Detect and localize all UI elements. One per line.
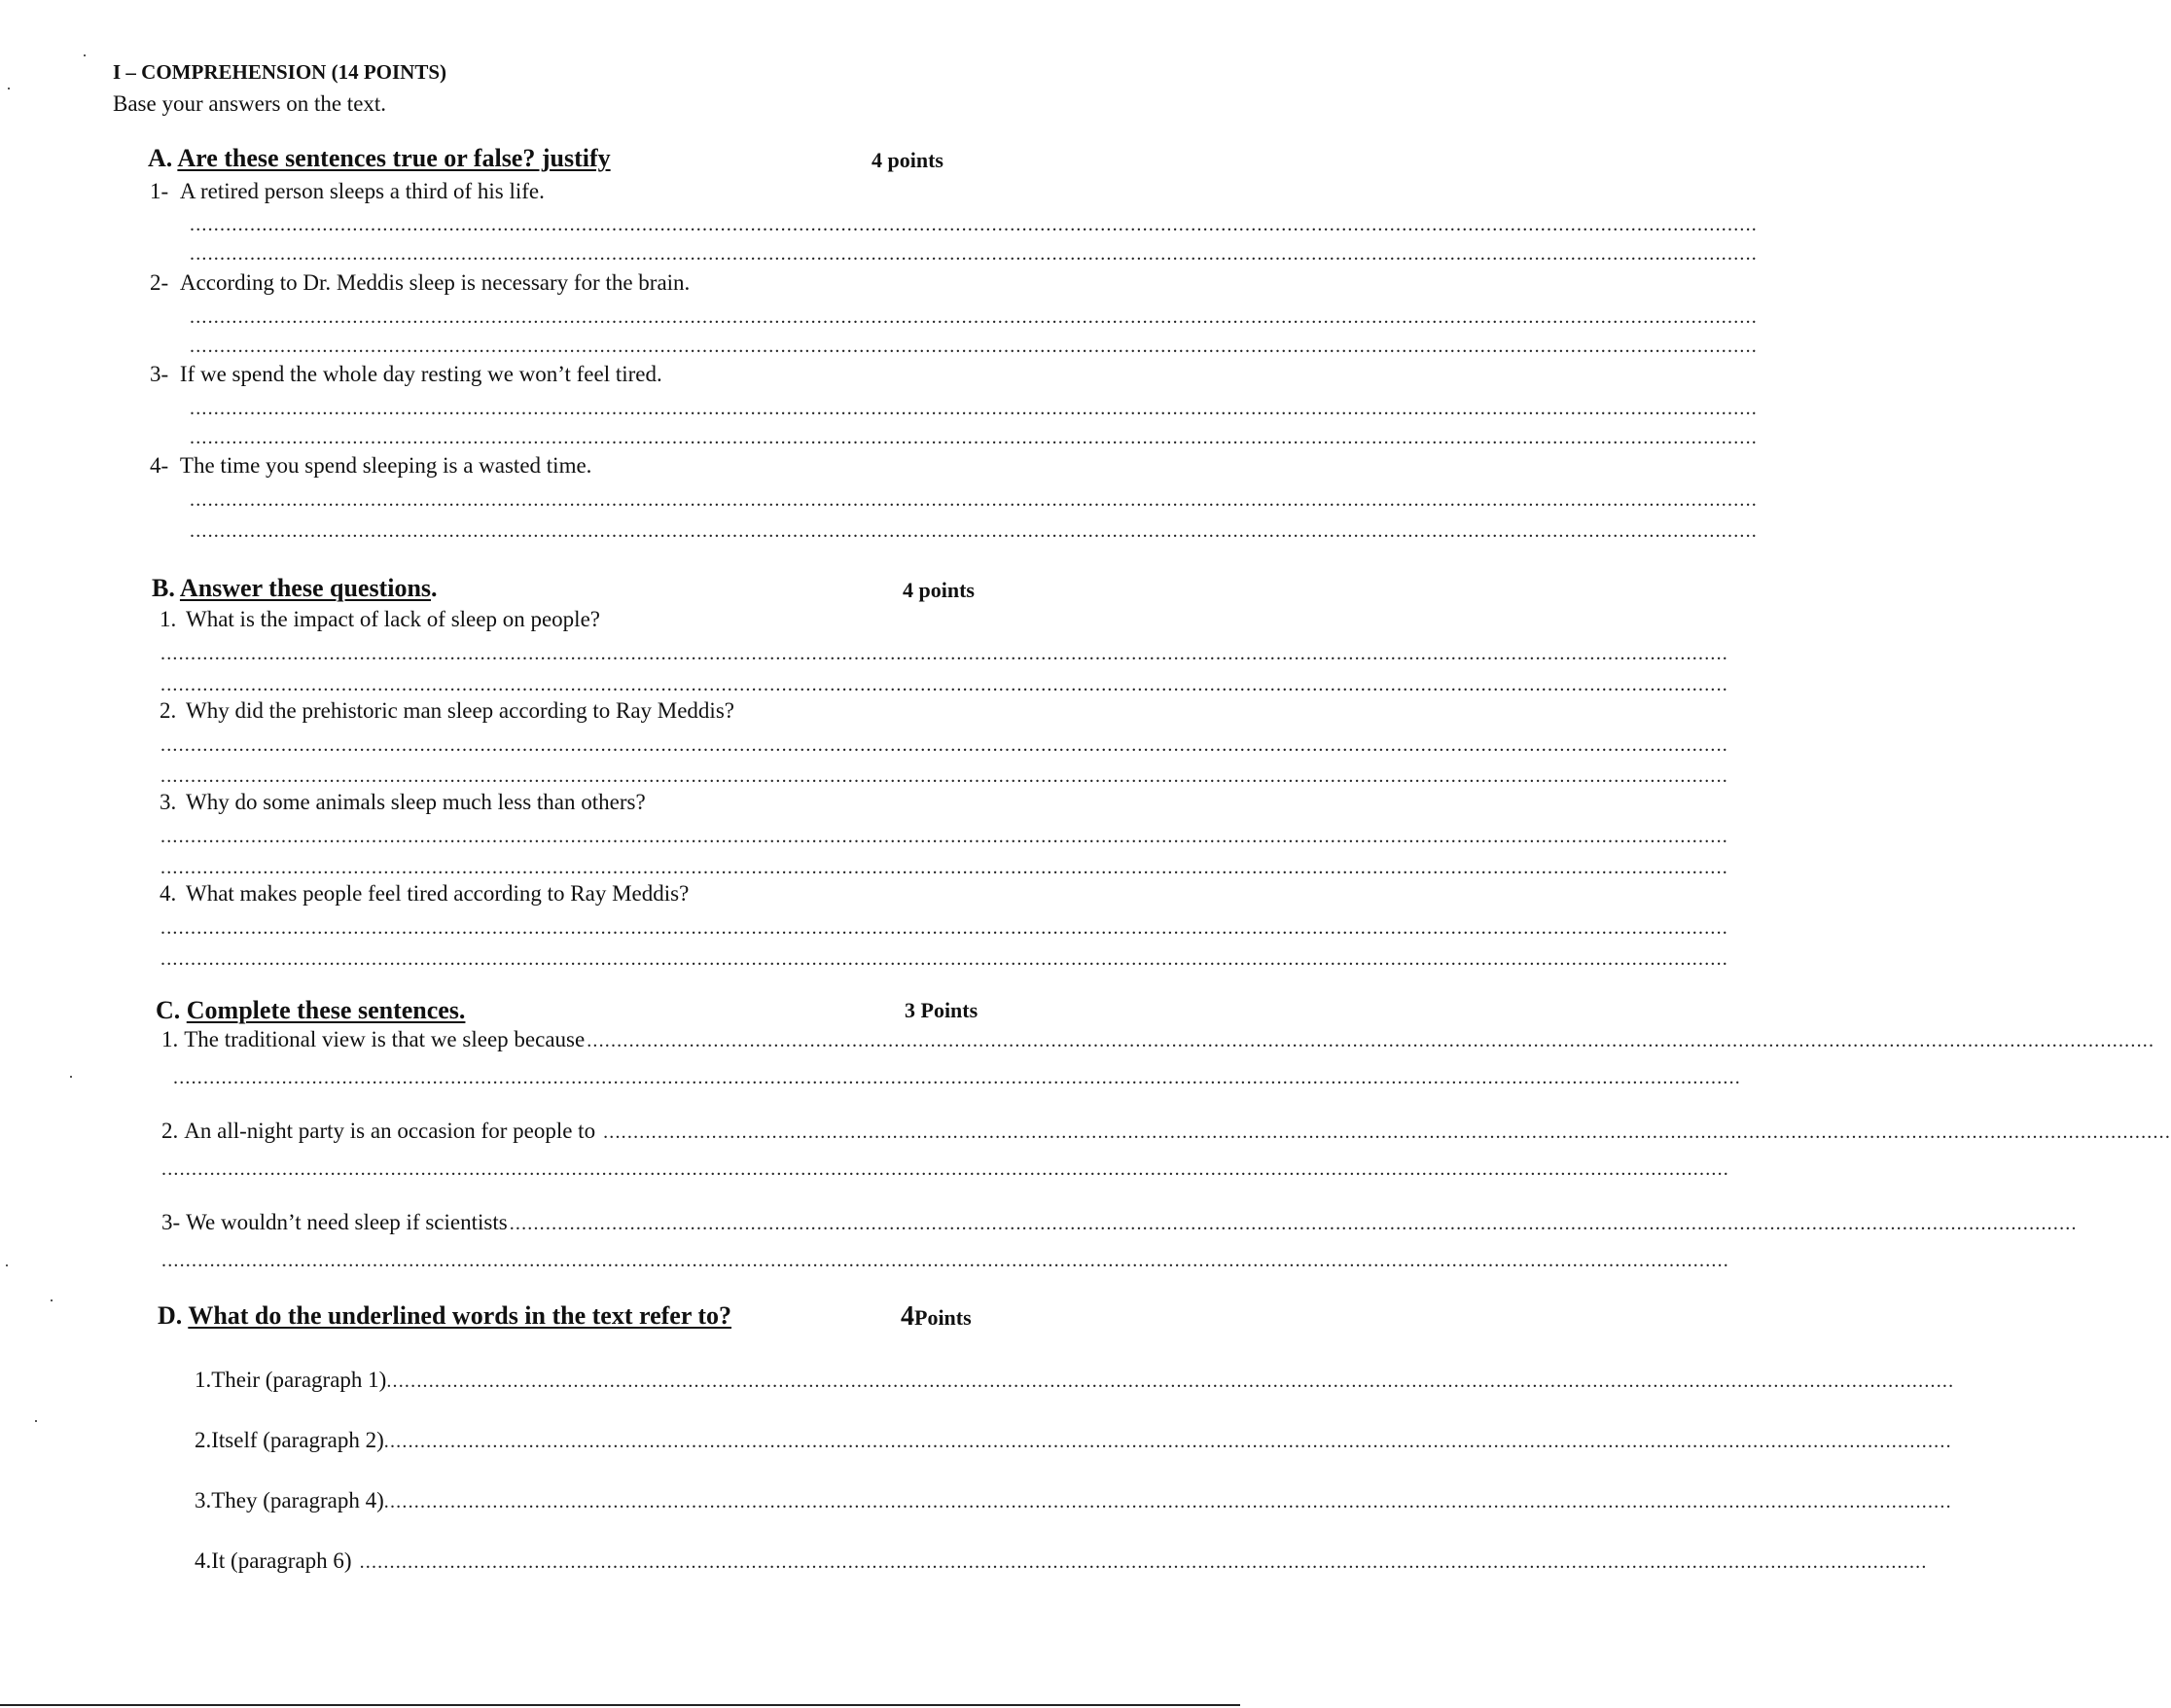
question-item [150, 362, 662, 387]
section-a-points: 4 points [872, 148, 943, 172]
scan-speck [51, 1299, 53, 1301]
reference-text: Itself (paragraph 2) [211, 1428, 384, 1452]
scan-speck [6, 1264, 8, 1266]
answer-line[interactable]: .................................................................................................................................................................................................................................................................... [190, 427, 1758, 448]
question-number: 2- [150, 270, 169, 295]
question-text: What makes people feel tired according to Ray Meddis? [186, 881, 690, 906]
question-item [160, 698, 734, 724]
section-a-heading [148, 144, 611, 173]
reference-text: Their (paragraph 1) [211, 1368, 387, 1392]
answer-line[interactable]: .................................................................................................................................................................................................................................................................... [160, 917, 1728, 939]
answer-line[interactable]: .................................................................................................................................................................................................................................................................... [190, 306, 1758, 328]
question-number: 1. [160, 607, 177, 631]
answer-line[interactable]: .................................................................................................................................................................................................................................................................... [190, 489, 1758, 511]
section-b-title: Answer these questions [179, 574, 432, 602]
reference-text: They (paragraph 4) [211, 1488, 384, 1512]
answer-line[interactable]: .................................................................................................................................................................................................................................................................... [160, 674, 1728, 695]
question-text: According to Dr. Meddis sleep is necessary for the brain. [179, 270, 691, 295]
completion-line[interactable]: .................................................................................................................................................................................................................................................................... [509, 1213, 2078, 1234]
page-bottom-rule [0, 1704, 1240, 1706]
question-item [150, 270, 690, 296]
answer-line[interactable]: .................................................................................................................................................................................................................................................................... [190, 398, 1758, 419]
sentence-number: 1. [161, 1027, 179, 1051]
question-item [150, 453, 591, 479]
section-a-letter: A. [148, 144, 173, 172]
section-d-letter: D. [158, 1301, 183, 1330]
section-c-letter: C. [156, 996, 181, 1024]
sentence-item [161, 1119, 2171, 1144]
answer-line[interactable]: .................................................................................................................................................................................................................................................................... [160, 826, 1728, 847]
reference-number: 2. [195, 1428, 212, 1452]
answer-line[interactable]: .................................................................................................................................................................................................................................................................... [160, 857, 1728, 878]
reference-item [195, 1548, 1928, 1574]
question-number: 4. [160, 881, 177, 906]
completion-line[interactable]: .................................................................................................................................................................................................................................................................... [603, 1121, 2171, 1143]
sentence-item [161, 1027, 2155, 1052]
scan-speck [70, 1076, 72, 1078]
question-text: The time you spend sleeping is a wasted time. [179, 453, 592, 478]
answer-line[interactable]: .................................................................................................................................................................................................................................................................... [160, 734, 1728, 756]
section-b-heading [152, 574, 438, 603]
question-item [160, 881, 689, 907]
reference-number: 1. [195, 1368, 212, 1392]
reference-item [195, 1428, 1952, 1453]
section-title: I – COMPREHENSION (14 POINTS) [113, 60, 447, 84]
sentence-text: We wouldn’t need sleep if scientists [186, 1210, 508, 1234]
section-a-title: Are these sentences true or false? justify [177, 144, 611, 172]
section-d-title: What do the underlined words in the text refer to? [188, 1301, 732, 1330]
question-text: Why did the prehistoric man sleep according to Ray Meddis? [186, 698, 734, 723]
answer-line[interactable]: .................................................................................................................................................................................................................................................................... [190, 214, 1758, 235]
answer-line[interactable]: .................................................................................................................................................................................................................................................................... [160, 765, 1728, 787]
section-d-points-number: 4 [901, 1301, 914, 1332]
section-b-letter: B. [152, 574, 175, 602]
scan-speck [35, 1420, 37, 1422]
sentence-text: The traditional view is that we sleep because [184, 1027, 586, 1051]
sentence-item [161, 1210, 2078, 1235]
sentence-text: An all-night party is an occasion for people to [184, 1119, 596, 1143]
reference-number: 4. [195, 1548, 212, 1573]
reference-item [195, 1368, 1955, 1393]
answer-line[interactable]: .................................................................................................................................................................................................................................................................... [190, 520, 1758, 542]
reference-answer-line[interactable]: .................................................................................................................................................................................................................................................................... [383, 1431, 1952, 1452]
answer-line[interactable]: .................................................................................................................................................................................................................................................................... [190, 243, 1758, 265]
section-d-points-word: Points [914, 1305, 972, 1330]
question-item [160, 790, 646, 815]
reference-item [195, 1488, 1952, 1513]
answer-line[interactable]: .................................................................................................................................................................................................................................................................... [173, 1067, 1741, 1088]
question-text: If we spend the whole day resting we won’t feel tired. [179, 362, 662, 386]
question-number: 2. [160, 698, 177, 723]
question-item [150, 179, 545, 204]
question-number: 1- [150, 179, 169, 203]
answer-line[interactable]: .................................................................................................................................................................................................................................................................... [190, 336, 1758, 357]
scan-speck [8, 88, 10, 89]
question-number: 3- [150, 362, 169, 386]
reference-number: 3. [195, 1488, 212, 1512]
section-d-points [901, 1301, 972, 1333]
section-c-points: 3 Points [905, 998, 979, 1022]
scan-speck [84, 54, 86, 56]
sentence-number: 3- [161, 1210, 181, 1234]
reference-answer-line[interactable]: .................................................................................................................................................................................................................................................................... [383, 1491, 1952, 1512]
section-c-title: Complete these sentences. [186, 996, 466, 1024]
question-item [160, 607, 600, 632]
question-text: Why do some animals sleep much less than others? [186, 790, 646, 814]
question-text: A retired person sleeps a third of his life. [179, 179, 545, 203]
answer-line[interactable]: .................................................................................................................................................................................................................................................................... [161, 1158, 1729, 1180]
answer-line[interactable]: .................................................................................................................................................................................................................................................................... [161, 1250, 1729, 1271]
reference-text: It (paragraph 6) [211, 1548, 352, 1573]
reference-answer-line[interactable]: .................................................................................................................................................................................................................................................................... [359, 1551, 1928, 1573]
question-number: 3. [160, 790, 177, 814]
reference-answer-line[interactable]: .................................................................................................................................................................................................................................................................... [386, 1370, 1955, 1392]
question-text: What is the impact of lack of sleep on people? [186, 607, 600, 631]
answer-line[interactable]: .................................................................................................................................................................................................................................................................... [160, 643, 1728, 664]
instruction-text: Base your answers on the text. [113, 91, 387, 116]
section-c-heading [156, 996, 465, 1025]
sentence-number: 2. [161, 1119, 179, 1143]
completion-line[interactable]: .................................................................................................................................................................................................................................................................... [587, 1030, 2155, 1051]
question-number: 4- [150, 453, 169, 478]
answer-line[interactable]: .................................................................................................................................................................................................................................................................... [160, 948, 1728, 970]
section-b-points: 4 points [903, 578, 975, 602]
section-d-heading [158, 1301, 731, 1331]
section-b-title-end: . [431, 574, 438, 602]
